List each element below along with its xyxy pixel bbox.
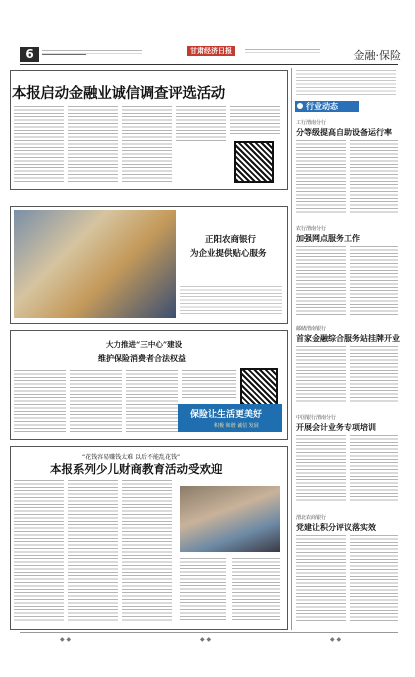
main-story-body-col4: [176, 106, 226, 142]
qr-code-main: [234, 141, 274, 183]
sidebar-column-icon: [297, 103, 303, 109]
kids-story-body-col4: [180, 558, 226, 622]
page-number: 6: [20, 47, 39, 62]
sidebar-item-title: 党建让积分评议落实效: [296, 523, 376, 532]
section-name: 金融·保险: [353, 49, 401, 62]
sidebar-item-category: 农行渭南分行: [296, 226, 327, 232]
kids-story-body-col3: [122, 480, 172, 622]
bank-story-body: [180, 286, 282, 316]
sidebar-item-body-2: [350, 535, 398, 621]
sidebar-item-title: 首家金融综合服务站挂牌开业: [296, 334, 400, 343]
sidebar-item-title: 开展会计业务专项培训: [296, 423, 376, 432]
insurance-banner-main: 保险让生活更美好: [190, 410, 263, 420]
kids-story-body-col5: [232, 558, 280, 622]
main-story-body-col3: [122, 106, 172, 182]
footer-ornament-1: ◆ ◆: [60, 636, 72, 643]
column-divider: [291, 68, 292, 630]
qr-code-insurance: [240, 368, 278, 406]
sidebar-item-body-2: [350, 435, 398, 503]
sidebar-item-category: 渭北农商银行: [296, 515, 327, 521]
footer-ornament-3: ◆ ◆: [330, 636, 342, 643]
sidebar-item-body: [296, 140, 346, 214]
sidebar-item-category: 工行渭南分行: [296, 120, 327, 126]
bank-story-title-2: 为企业提供贴心服务: [190, 249, 267, 259]
kids-story-body-col2: [68, 480, 118, 622]
sidebar-notice: [296, 70, 396, 96]
footer-rule: [20, 632, 398, 633]
kids-story-body-col1: [14, 480, 64, 622]
kids-story-photo: [180, 486, 280, 552]
sidebar-item-title: 分等级提高自助设备运行率: [296, 128, 392, 137]
sidebar-item-category: 中国银行渭南分行: [296, 415, 337, 421]
footer-ornament-2: ◆ ◆: [200, 636, 212, 643]
sidebar-item-body: [296, 435, 346, 503]
sidebar-item-body: [296, 346, 346, 402]
masthead-logo: 甘肃经济日报: [187, 46, 235, 56]
sidebar-item-body-2: [350, 140, 398, 214]
header-dateline-right: [245, 49, 320, 53]
sidebar-column-title: 行业动态: [306, 102, 338, 111]
insurance-story-body-col1: [14, 370, 66, 432]
insurance-story-title-2: 维护保险消费者合法权益: [98, 353, 186, 363]
insurance-story-body-col4: [182, 370, 236, 400]
main-story-body-col1: [14, 106, 64, 182]
bank-story-photo: [14, 210, 176, 318]
bank-story-title-1: 正阳农商银行: [205, 235, 257, 245]
main-story-body-col5: [230, 106, 280, 136]
insurance-story-title-1: 大力推进“三中心”建设: [106, 340, 183, 349]
insurance-story-body-col3: [126, 370, 178, 432]
sidebar-item-body-2: [350, 246, 398, 316]
header-dateline: [42, 50, 142, 54]
main-story-title: 本报启动金融业诚信调查评选活动: [12, 86, 225, 102]
kids-story-kicker: “花钱容易赚钱太难 以后不能乱花钱”: [82, 454, 181, 461]
main-story-body-col2: [68, 106, 118, 182]
sidebar-item-body: [296, 246, 346, 316]
sidebar-item-category: 邮储渭南银行: [296, 326, 327, 332]
sidebar-item-body: [296, 535, 346, 621]
insurance-banner-sub: 积极 和谐 诚信 发展: [214, 423, 259, 429]
insurance-story-body-col2: [70, 370, 122, 432]
kids-story-title: 本报系列少儿财商教育活动受欢迎: [50, 462, 223, 476]
sidebar-item-title: 加强网点服务工作: [296, 234, 360, 243]
sidebar-item-body-2: [350, 346, 398, 402]
header-rule: [20, 64, 398, 65]
header-rule-left: [42, 54, 86, 55]
